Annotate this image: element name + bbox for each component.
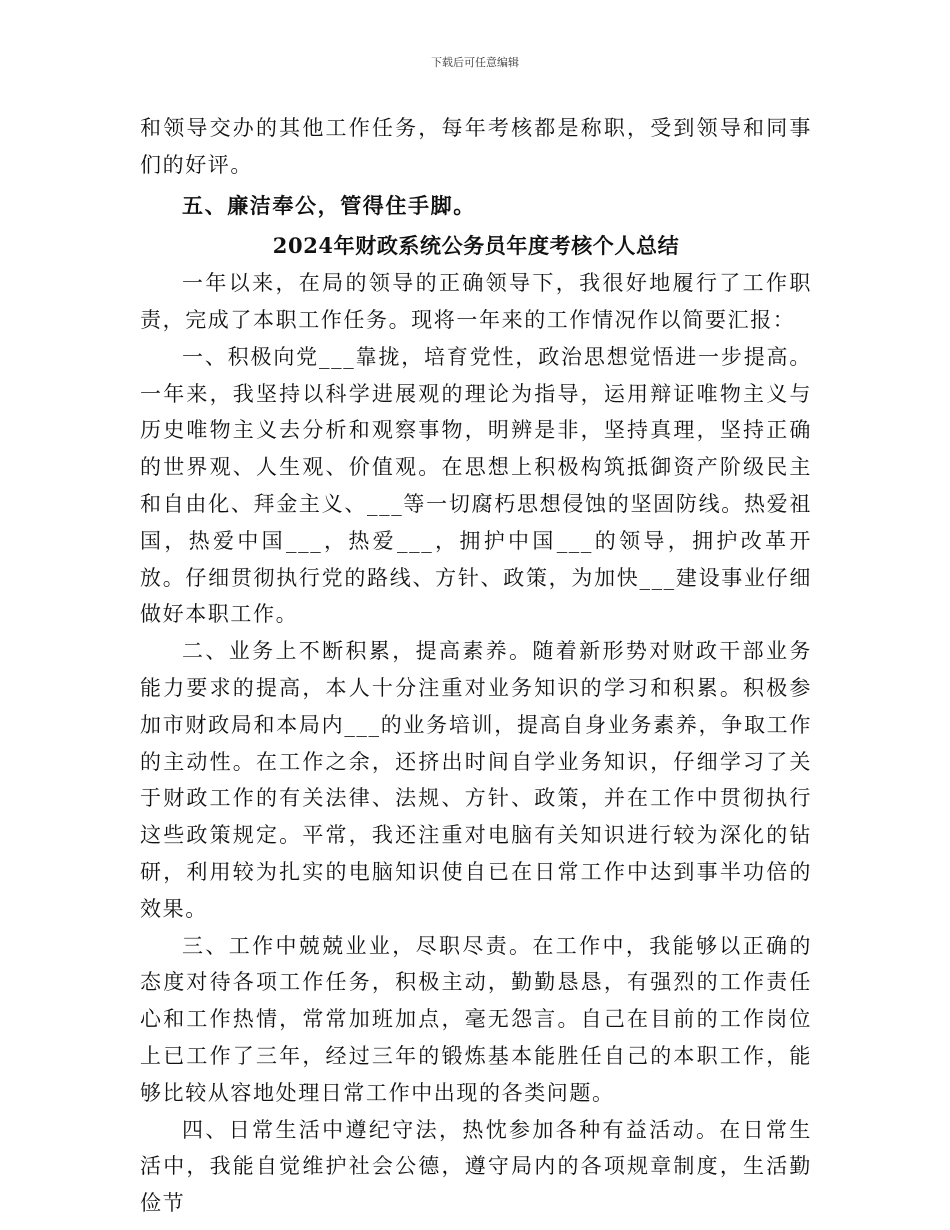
continuation-paragraph: 和领导交办的其他工作任务，每年考核都是称职，受到领导和同事们的好评。	[140, 116, 812, 177]
section-two-paragraph: 二、业务上不断积累，提高素养。随着新形势对财政干部业务能力要求的提高，本人十分注重对业务知识的学习和积累。积极参加市财政局和本局内___的业务培训，提高自身业务素养，争取工作的主动性。在工作之余，还挤出时间自学业务知识，仔细学习了关于财政工作的有关法律、法规、方针、政策，并在工作中贯彻执行这些政策规定。平常，我还注重对电脑有关知识进行较为深化的钻研，利用较为扎实的电脑知识使自已在日常工作中达到事半功倍的效果。	[140, 639, 812, 921]
section-one-paragraph: 一、积极向党___靠拢，培育党性，政治思想觉悟进一步提高。一年来，我坚持以科学进展观的理论为指导，运用辩证唯物主义与历史唯物主义去分析和观察事物，明辨是非，坚持真理，坚持正确的世界观、人生观、价值观。在思想上积极构筑抵御资产阶级民主和自由化、拜金主义、___等一切腐朽思想侵蚀的坚固防线。热爱祖国，热爱中国___，热爱___，拥护中国___的领导，拥护改革开放。仔细贯彻执行党的路线、方针、政策，为加快___建设事业仔细做好本职工作。	[140, 344, 812, 627]
section-four-paragraph: 四、日常生活中遵纪守法，热忱参加各种有益活动。在日常生活中，我能自觉维护社会公德，遵守局内的各项规章制度，生活勤俭节	[140, 1117, 812, 1216]
intro-paragraph: 一年以来，在局的领导的正确领导下，我很好地履行了工作职责，完成了本职工作任务。现将一年来的工作情况作以简要汇报：	[140, 271, 812, 332]
document-title: 2024年财政系统公务员年度考核个人总结	[272, 233, 680, 259]
document-body	[140, 110, 812, 1222]
section-three-paragraph: 三、工作中兢兢业业，尽职尽责。在工作中，我能够以正确的态度对待各项工作任务，积极主动，勤勤恳恳，有强烈的工作责任心和工作热情，常常加班加点，毫无怨言。自己在目前的工作岗位上已工作了三年，经过三年的锻炼基本能胜任自己的本职工作，能够比较从容地处理日常工作中出现的各类问题。	[140, 933, 812, 1105]
header-note: 下载后可任意编辑	[431, 56, 519, 69]
section-five-heading: 五、廉洁奉公，管得住手脚。	[182, 192, 476, 218]
